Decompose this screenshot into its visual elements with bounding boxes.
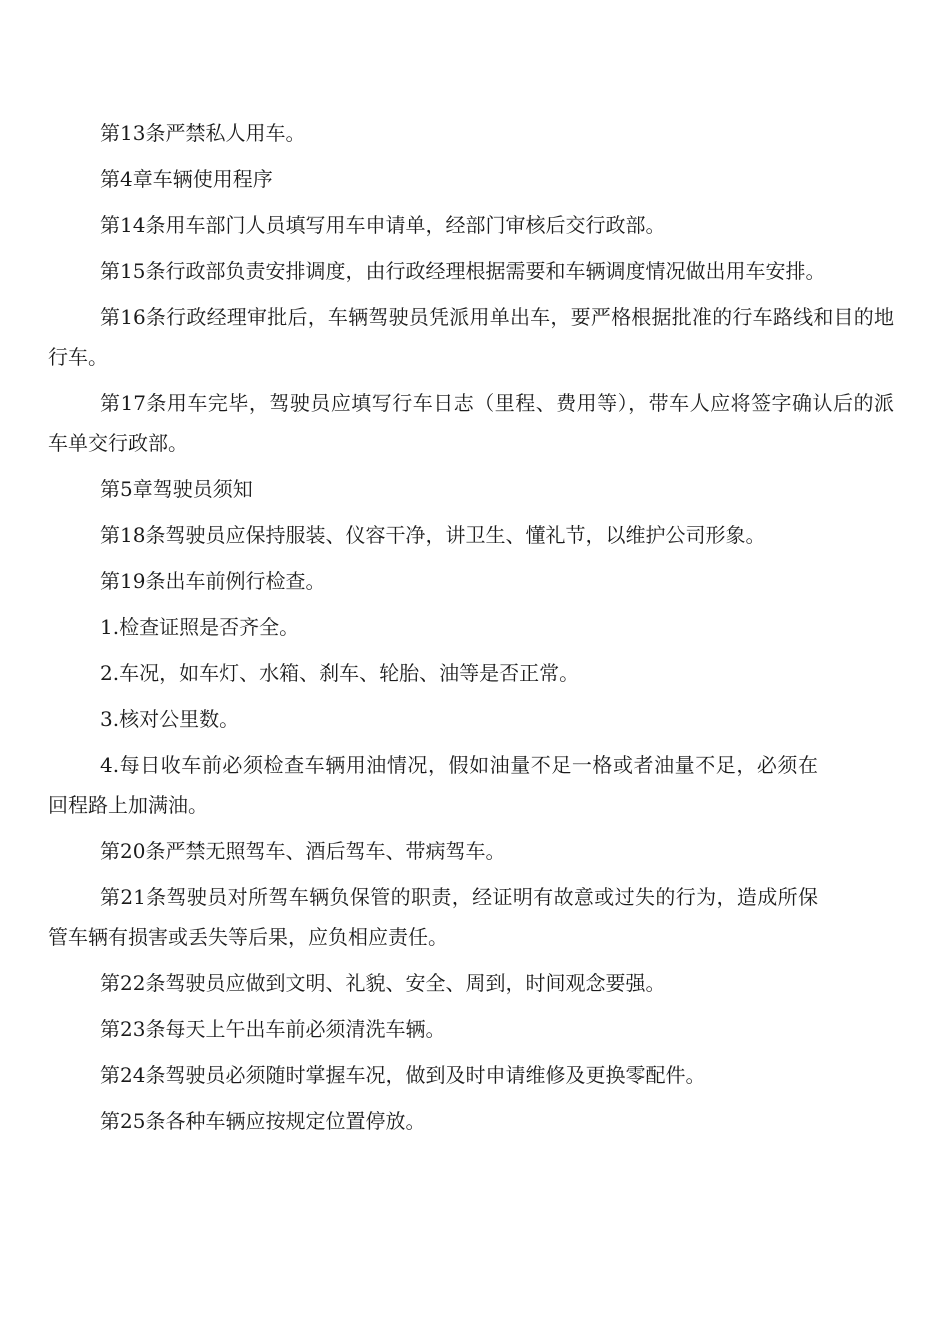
list-item-2: 2.车况，如车灯、水箱、刹车、轮胎、油等是否正常。: [100, 661, 580, 685]
chapter-4-heading: 第4章车辆使用程序: [100, 167, 273, 191]
list-item-4: 4.每日收车前必须检查车辆用油情况，假如油量不足一格或者油量不足，必须在回程路上加满油。: [48, 753, 818, 817]
article-25: 第25条各种车辆应按规定位置停放。: [100, 1109, 426, 1133]
article-22: 第22条驾驶员应做到文明、礼貌、安全、周到，时间观念要强。: [100, 971, 666, 995]
article-15: 第15条行政部负责安排调度，由行政经理根据需要和车辆调度情况做出用车安排。: [100, 259, 826, 283]
article-24: 第24条驾驶员必须随时掌握车况，做到及时申请维修及更换零配件。: [100, 1063, 706, 1087]
article-21: 第21条驾驶员对所驾车辆负保管的职责，经证明有故意或过失的行为，造成所保管车辆有损害或丢失等后果，应负相应责任。: [48, 885, 818, 949]
list-item-3: 3.核对公里数。: [100, 707, 240, 731]
article-14: 第14条用车部门人员填写用车申请单，经部门审核后交行政部。: [100, 213, 666, 237]
article-20: 第20条严禁无照驾车、酒后驾车、带病驾车。: [100, 839, 506, 863]
list-item-1: 1.检查证照是否齐全。: [100, 615, 300, 639]
article-18: 第18条驾驶员应保持服装、仪容干净，讲卫生、懂礼节，以维护公司形象。: [100, 523, 766, 547]
article-13: 第13条严禁私人用车。: [100, 121, 306, 145]
article-23: 第23条每天上午出车前必须清洗车辆。: [100, 1017, 446, 1041]
article-17: 第17条用车完毕，驾驶员应填写行车日志（里程、费用等），带车人应将签字确认后的派车单交行政部。: [48, 391, 894, 455]
article-16: 第16条行政经理审批后，车辆驾驶员凭派用单出车，要严格根据批准的行车路线和目的地行车。: [48, 305, 894, 369]
document-body: [48, 113, 894, 1147]
article-19: 第19条出车前例行检查。: [100, 569, 326, 593]
chapter-5-heading: 第5章驾驶员须知: [100, 477, 253, 501]
